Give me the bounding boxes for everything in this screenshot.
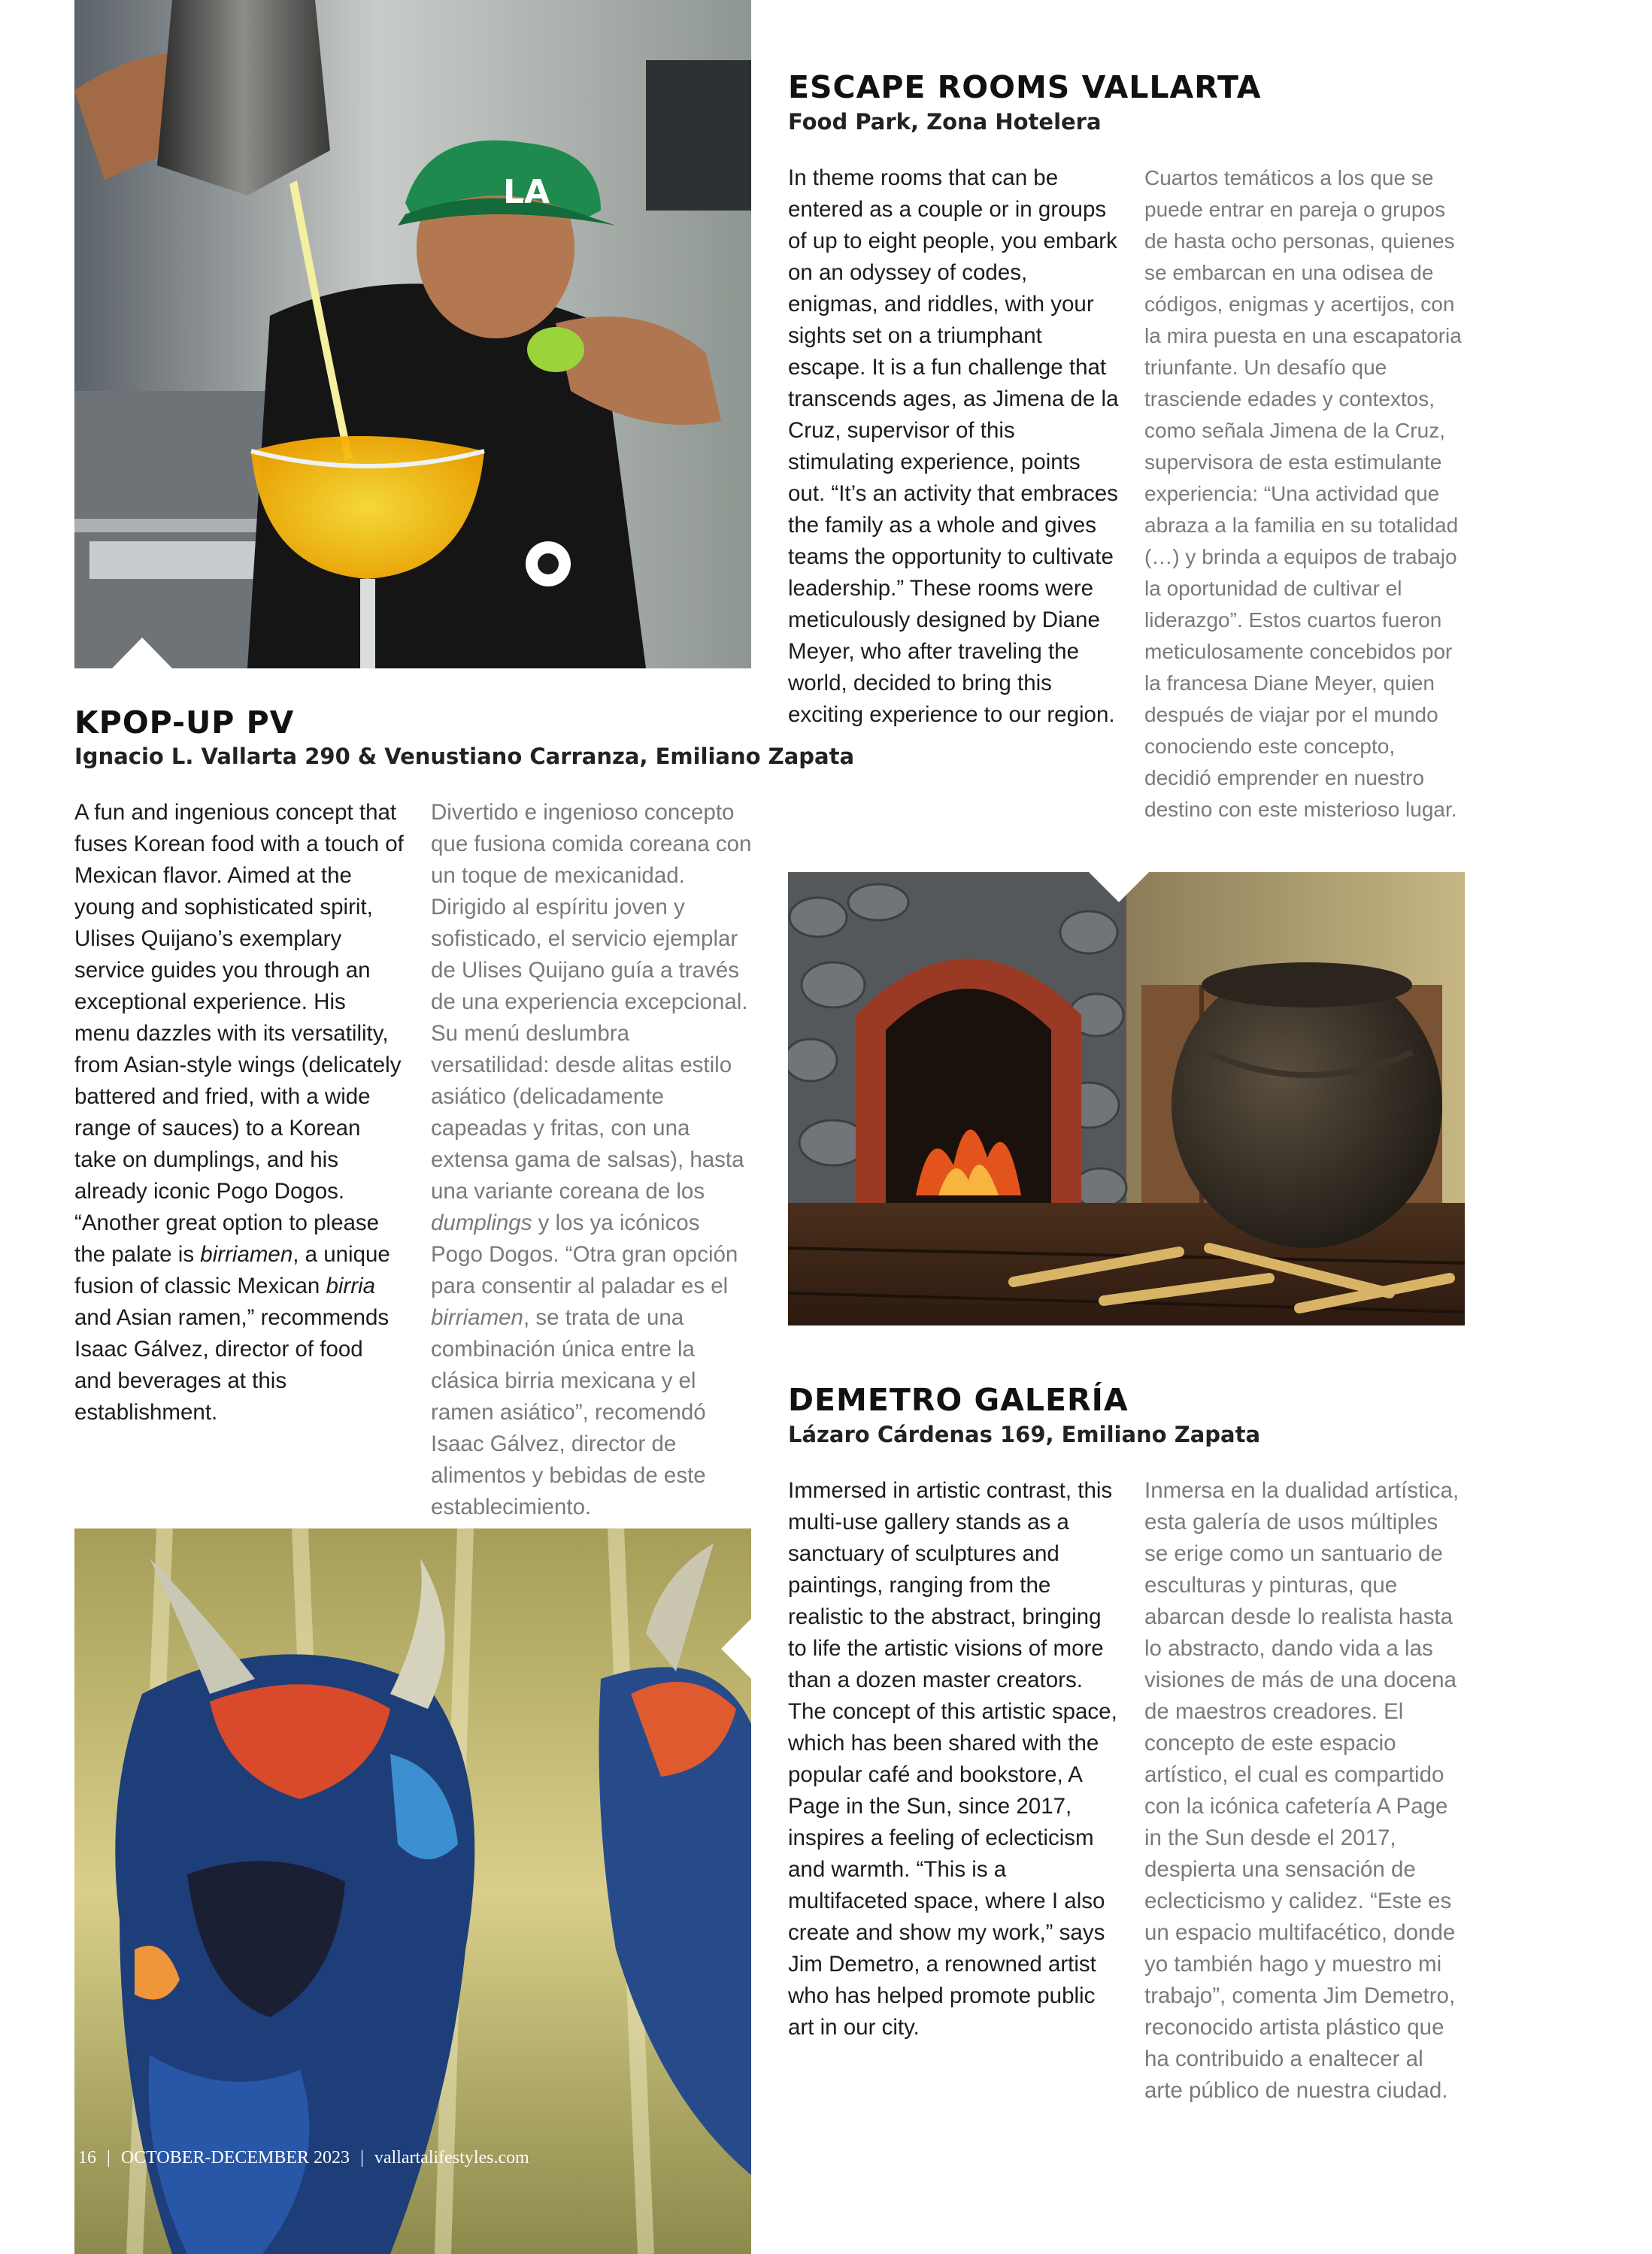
kpop-address: Ignacio L. Vallarta 290 & Venustiano Carranza, Emiliano Zapata	[74, 744, 855, 769]
escape-rooms-address: Food Park, Zona Hotelera	[788, 109, 1102, 135]
escape-rooms-text-en: In theme rooms that can be entered as a couple or in groups of up to eight people, you embark on an odyssey of codes, enigmas, and riddles, with your sights set on a triumphant escape. It is a fun challenge that transcends ages, as Jimena de la Cruz, supervisor of this stimulating experience, points out. “It’s an activity that embraces the family as a whole and gives teams the opportunity to cultivate leadership.” These rooms were meticulously designed by Diane Meyer, who after traveling the world, decided to bring this exciting experience to our region.	[788, 165, 1119, 727]
page-number: 16	[78, 2148, 96, 2168]
kpop-title: KPOP-UP PV	[74, 704, 295, 741]
demetro-title: DEMETRO GALERÍA	[788, 1382, 1129, 1418]
svg-text:LA: LA	[503, 173, 550, 211]
demetro-address: Lázaro Cárdenas 169, Emiliano Zapata	[788, 1422, 1261, 1447]
website-link[interactable]: vallartalifestyles.com	[374, 2148, 529, 2168]
demetro-text-es: Inmersa en la dualidad artística, esta galería de usos múltiples se erige como un santuario de esculturas y pinturas, que abarcan desde lo realista hasta lo abstracto, dando vida a las visiones de más de una docena de maestros creadores. El concepto de este espacio artístico, el cual es compartido con la icónica cafetería A Page in the Sun desde el 2017, despierta una sensación de eclecticismo y calidez. “Este es un espacio multifacético, donde yo también hago y muestro mi trabajo”, comenta Jim Demetro, reconocido artista plástico que ha contribuido a enaltecer al arte público de nuestra ciudad.	[1144, 1478, 1460, 2103]
issue-date: OCTOBER-DECEMBER 2023	[120, 2148, 350, 2168]
bartender-cocktail-photo	[74, 0, 751, 668]
escape-room-photo	[788, 872, 1465, 1325]
escape-rooms-text-es: Cuartos temáticos a los que se puede entrar en pareja o grupos de hasta ocho personas, quienes se embarcan en una odisea de códigos, enigmas y acertijos, con la mira puesta en una escapatoria triunfante. Un desafío que trasciende edades y contextos, como señala Jimena de la Cruz, supervisora de esta estimulante experiencia: “Una actividad que abraza a la familia en su totalidad (…) y brinda a equipos de trabajo la oportunidad de cultivar el liderazgo”. Estos cuartos fueron meticulosamente concebidos por la francesa Diane Meyer, quien después de viajar por el mundo conociendo este concepto, decidió emprender en nuestro destino con este misterioso lugar.	[1144, 166, 1462, 821]
bull-painting-photo	[74, 1528, 751, 2254]
kpop-text-es: Divertido e ingenioso concepto que fusiona comida coreana con un toque de mexicanidad. Dirigido al espíritu joven y sofisticado, el servicio ejemplar de Ulises Quijano guía a través de una experiencia excepcional. Su menú deslumbra versatilidad: desde alitas estilo asiático (delicadamente capeadas y fritas, con una extensa gama de salsas), hasta una variante coreana de los dumplings y los ya icónicos Pogo Dogos. “Otra gran opción para consentir al paladar es el birriamen, se trata de una combinación única entre la clásica birria mexicana y el ramen asiático”, recomendó Isaac Gálvez, director de alimentos y bebidas de este establecimiento.	[431, 800, 752, 1519]
page-footer: 16 | OCTOBER-DECEMBER 2023 | vallartalifestyles.com	[78, 2148, 529, 2168]
demetro-text-en: Immersed in artistic contrast, this multi-use gallery stands as a sanctuary of sculptures and paintings, ranging from the realistic to the abstract, bringing to life the artistic visions of more than a dozen master creators. The concept of this artistic space, which has been shared with the popular café and bookstore, A Page in the Sun, since 2017, inspires a feeling of eclecticism and warmth. “This is a multifaceted space, where I also create and show my work,” says Jim Demetro, a renowned artist who has helped promote public art in our city.	[788, 1478, 1117, 2040]
kpop-text-en: A fun and ingenious concept that fuses Korean food with a touch of Mexican flavor. Aimed at the young and sophisticated spirit, Ulises Quijano’s exemplary service guides you through an exceptional experience. His menu dazzles with its versatility, from Asian-style wings (delicately battered and fried, with a wide range of sauces) to a Korean take on dumplings, and his already iconic Pogo Dogos. “Another great option to please the palate is birriamen, a unique fusion of classic Mexican birria and Asian ramen,” recommends Isaac Gálvez, director of food and beverages at this establishment.	[74, 800, 404, 1425]
escape-rooms-title: ESCAPE ROOMS VALLARTA	[788, 69, 1262, 105]
